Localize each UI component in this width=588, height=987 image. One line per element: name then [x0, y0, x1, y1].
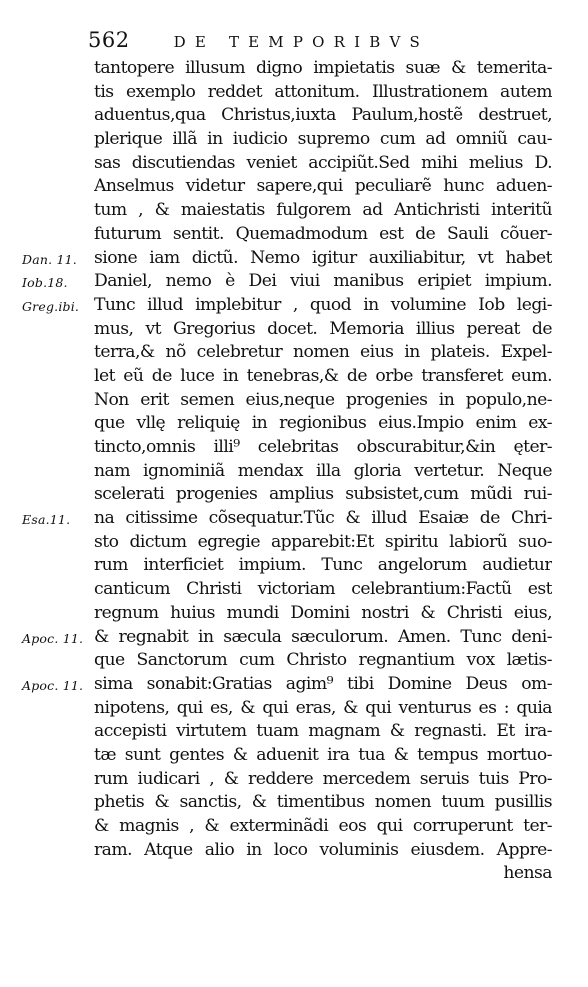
- text-line: tantopere illusum digno impietatis suæ & temerita-: [94, 58, 552, 78]
- text-line: sto dictum egregie apparebit:Et spiritu labiorũ suo-: [94, 531, 552, 552]
- text-line: Non erit semen eius,neque progenies in populo,ne-: [94, 389, 552, 410]
- text-line: accepisti virtutem tuam magnam & regnasti. Et ira-: [94, 721, 552, 742]
- page-header: [88, 28, 558, 54]
- text-line: aduentus,qua Christus,iuxta Paulum,hostẽ destruet,: [94, 105, 552, 126]
- body-text: [94, 57, 552, 886]
- text-line: & magnis , & exterminãdi eos qui corruperunt ter-: [94, 816, 552, 836]
- text-line: futurum sentit. Quemadmodum est de Sauli cõuer-: [94, 223, 552, 244]
- text-line: sima sonabit:Gratias agim⁹ tibi Domine Deus om-: [94, 673, 552, 694]
- text-line: rum interficiet impium. Tunc angelorum audietur: [94, 555, 552, 576]
- text-line: nipotens, qui es, & qui eras, & qui venturus es : quia: [94, 697, 552, 718]
- text-line: tum , & maiestatis fulgorem ad Antichristi interitũ: [94, 200, 552, 221]
- text-line: que vllę reliquię in regionibus eius.Impio enim ex-: [94, 413, 552, 434]
- margin-note: Iob.18.: [22, 275, 68, 291]
- text-line: scelerati progenies amplius subsistet,cum mũdi rui-: [94, 484, 552, 505]
- margin-note: Dan. 11.: [22, 251, 77, 267]
- text-line: plerique illã in iudicio supremo cum ad omniũ cau-: [94, 129, 552, 150]
- text-line: hensa: [503, 863, 552, 884]
- text-line: Anselmus videtur sapere,qui peculiarẽ hunc aduen-: [94, 176, 552, 197]
- text-line: Tunc illud implebitur , quod in volumine Iob legi-: [94, 294, 552, 315]
- margin-note: Apoc. 11.: [22, 678, 84, 694]
- margin-note: Greg.ibi.: [22, 299, 80, 314]
- text-line: phetis & sanctis, & timentibus nomen tuum pusillis: [94, 792, 552, 813]
- text-line: terra,& nõ celebretur nomen eius in plateis. Expel-: [94, 342, 552, 363]
- text-line: nam ignominiã mendax illa gloria vertetur. Neque: [94, 460, 552, 481]
- text-line: rum iudicari , & reddere mercedem seruis tuis Pro-: [94, 768, 552, 789]
- text-line: mus, vt Gregorius docet. Memoria illius pereat de: [94, 318, 552, 339]
- text-line: Daniel, nemo è Dei viui manibus eripiet impium.: [94, 271, 552, 292]
- text-line: ram. Atque alio in loco voluminis eiusdem. Appre-: [94, 839, 552, 860]
- text-line: let eũ de luce in tenebras,& de orbe transferet eum.: [94, 365, 552, 386]
- text-line: tis exemplo reddet attonitum. Illustrationem autem: [94, 81, 552, 102]
- text-line: & regnabit in sæcula sæculorum. Amen. Tunc deni-: [94, 626, 552, 647]
- text-line: na citissime cõsequatur.Tũc & illud Esaiæ de Chri-: [94, 508, 552, 529]
- margin-note: Esa.11.: [22, 512, 71, 528]
- text-line: tincto,omnis illi⁹ celebritas obscurabitur,&in ęter-: [94, 437, 552, 457]
- running-title: DE TEMPORIBVS: [173, 33, 429, 51]
- text-line: regnum huius mundi Domini nostri & Christi eius,: [94, 602, 552, 623]
- margin-note: Apoc. 11.: [22, 630, 84, 646]
- text-line: tæ sunt gentes & aduenit ira tua & tempus mortuo-: [94, 744, 552, 765]
- text-line: sas discutiendas veniet accipiũt.Sed mihi melius D.: [94, 152, 552, 173]
- page-number: 562: [88, 28, 130, 52]
- text-line: sione iam dictũ. Nemo igitur auxiliabitur, vt habet: [94, 247, 552, 268]
- text-line: que Sanctorum cum Christo regnantium vox lætis-: [94, 650, 552, 671]
- text-line: canticum Christi victoriam celebrantium:Factũ est: [94, 579, 552, 600]
